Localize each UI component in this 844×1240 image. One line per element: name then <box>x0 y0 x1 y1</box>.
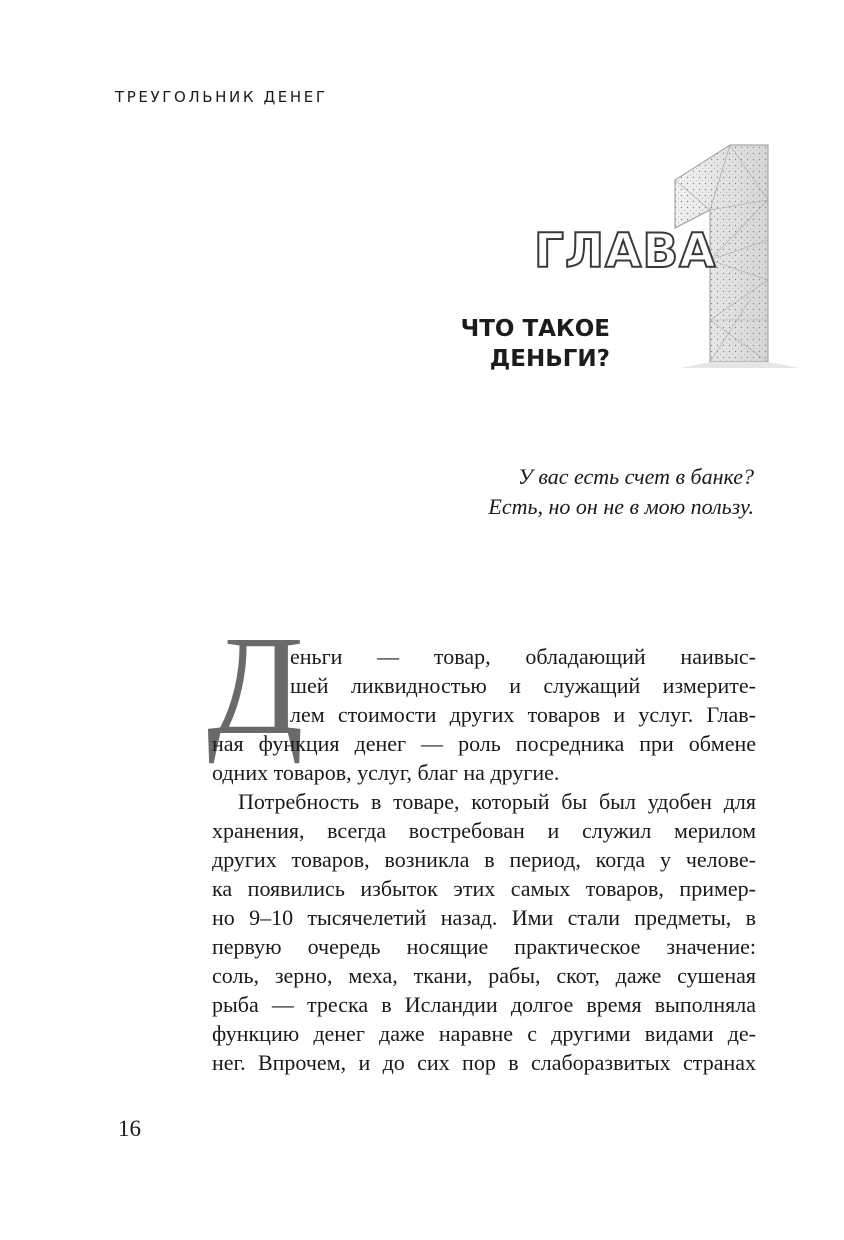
epigraph-line: Есть, но он не в мою пользу. <box>488 494 754 519</box>
paragraph-line: нег. Впрочем, и до сих пор в слаборазвитых странах <box>212 1050 756 1075</box>
running-head: ТРЕУГОЛЬНИК ДЕНЕГ <box>115 88 328 106</box>
paragraph-line: лем стоимости других товаров и услуг. Глав- <box>290 702 756 727</box>
paragraph-line: Потребность в товаре, который бы был удобен для <box>238 789 756 814</box>
paragraph-line: соль, зерно, меха, ткани, рабы, скот, даже сушеная <box>212 963 756 988</box>
paragraph-line: рыба — треска в Исландии долгое время выполняла <box>212 992 756 1017</box>
drop-cap: Д <box>207 606 304 764</box>
paragraph-line: хранения, всегда востребован и служил мерилом <box>212 818 756 843</box>
paragraph-line: шей ликвидностью и служащий измерите- <box>290 673 756 698</box>
paragraph-line: но 9–10 тысячелетий назад. Ими стали предметы, в <box>212 905 756 930</box>
paragraph-line: ная функция денег — роль посредника при обмене <box>212 731 756 756</box>
paragraph-line: первую очередь носящие практическое значение: <box>212 934 756 959</box>
epigraph <box>334 462 754 522</box>
paragraph-line: других товаров, возникла в период, когда у челове- <box>212 847 756 872</box>
paragraph-line: функцию денег даже наравне с другими видами де- <box>212 1021 756 1046</box>
chapter-label: ГЛАВА <box>534 224 717 279</box>
paragraph-line: одних товаров, услуг, благ на другие. <box>212 760 560 785</box>
chapter-title-line: ДЕНЬГИ? <box>489 346 610 372</box>
epigraph-line: У вас есть счет в банке? <box>518 464 754 489</box>
chapter-title-line: ЧТО ТАКОЕ <box>460 316 610 342</box>
chapter-number: 1 <box>650 140 651 141</box>
paragraph-line: ка появились избыток этих самых товаров, пример- <box>212 876 756 901</box>
chapter-title <box>400 314 610 374</box>
paragraph-line: еньги — товар, обладающий наивыс- <box>290 644 756 669</box>
page-number: 16 <box>118 1116 141 1141</box>
